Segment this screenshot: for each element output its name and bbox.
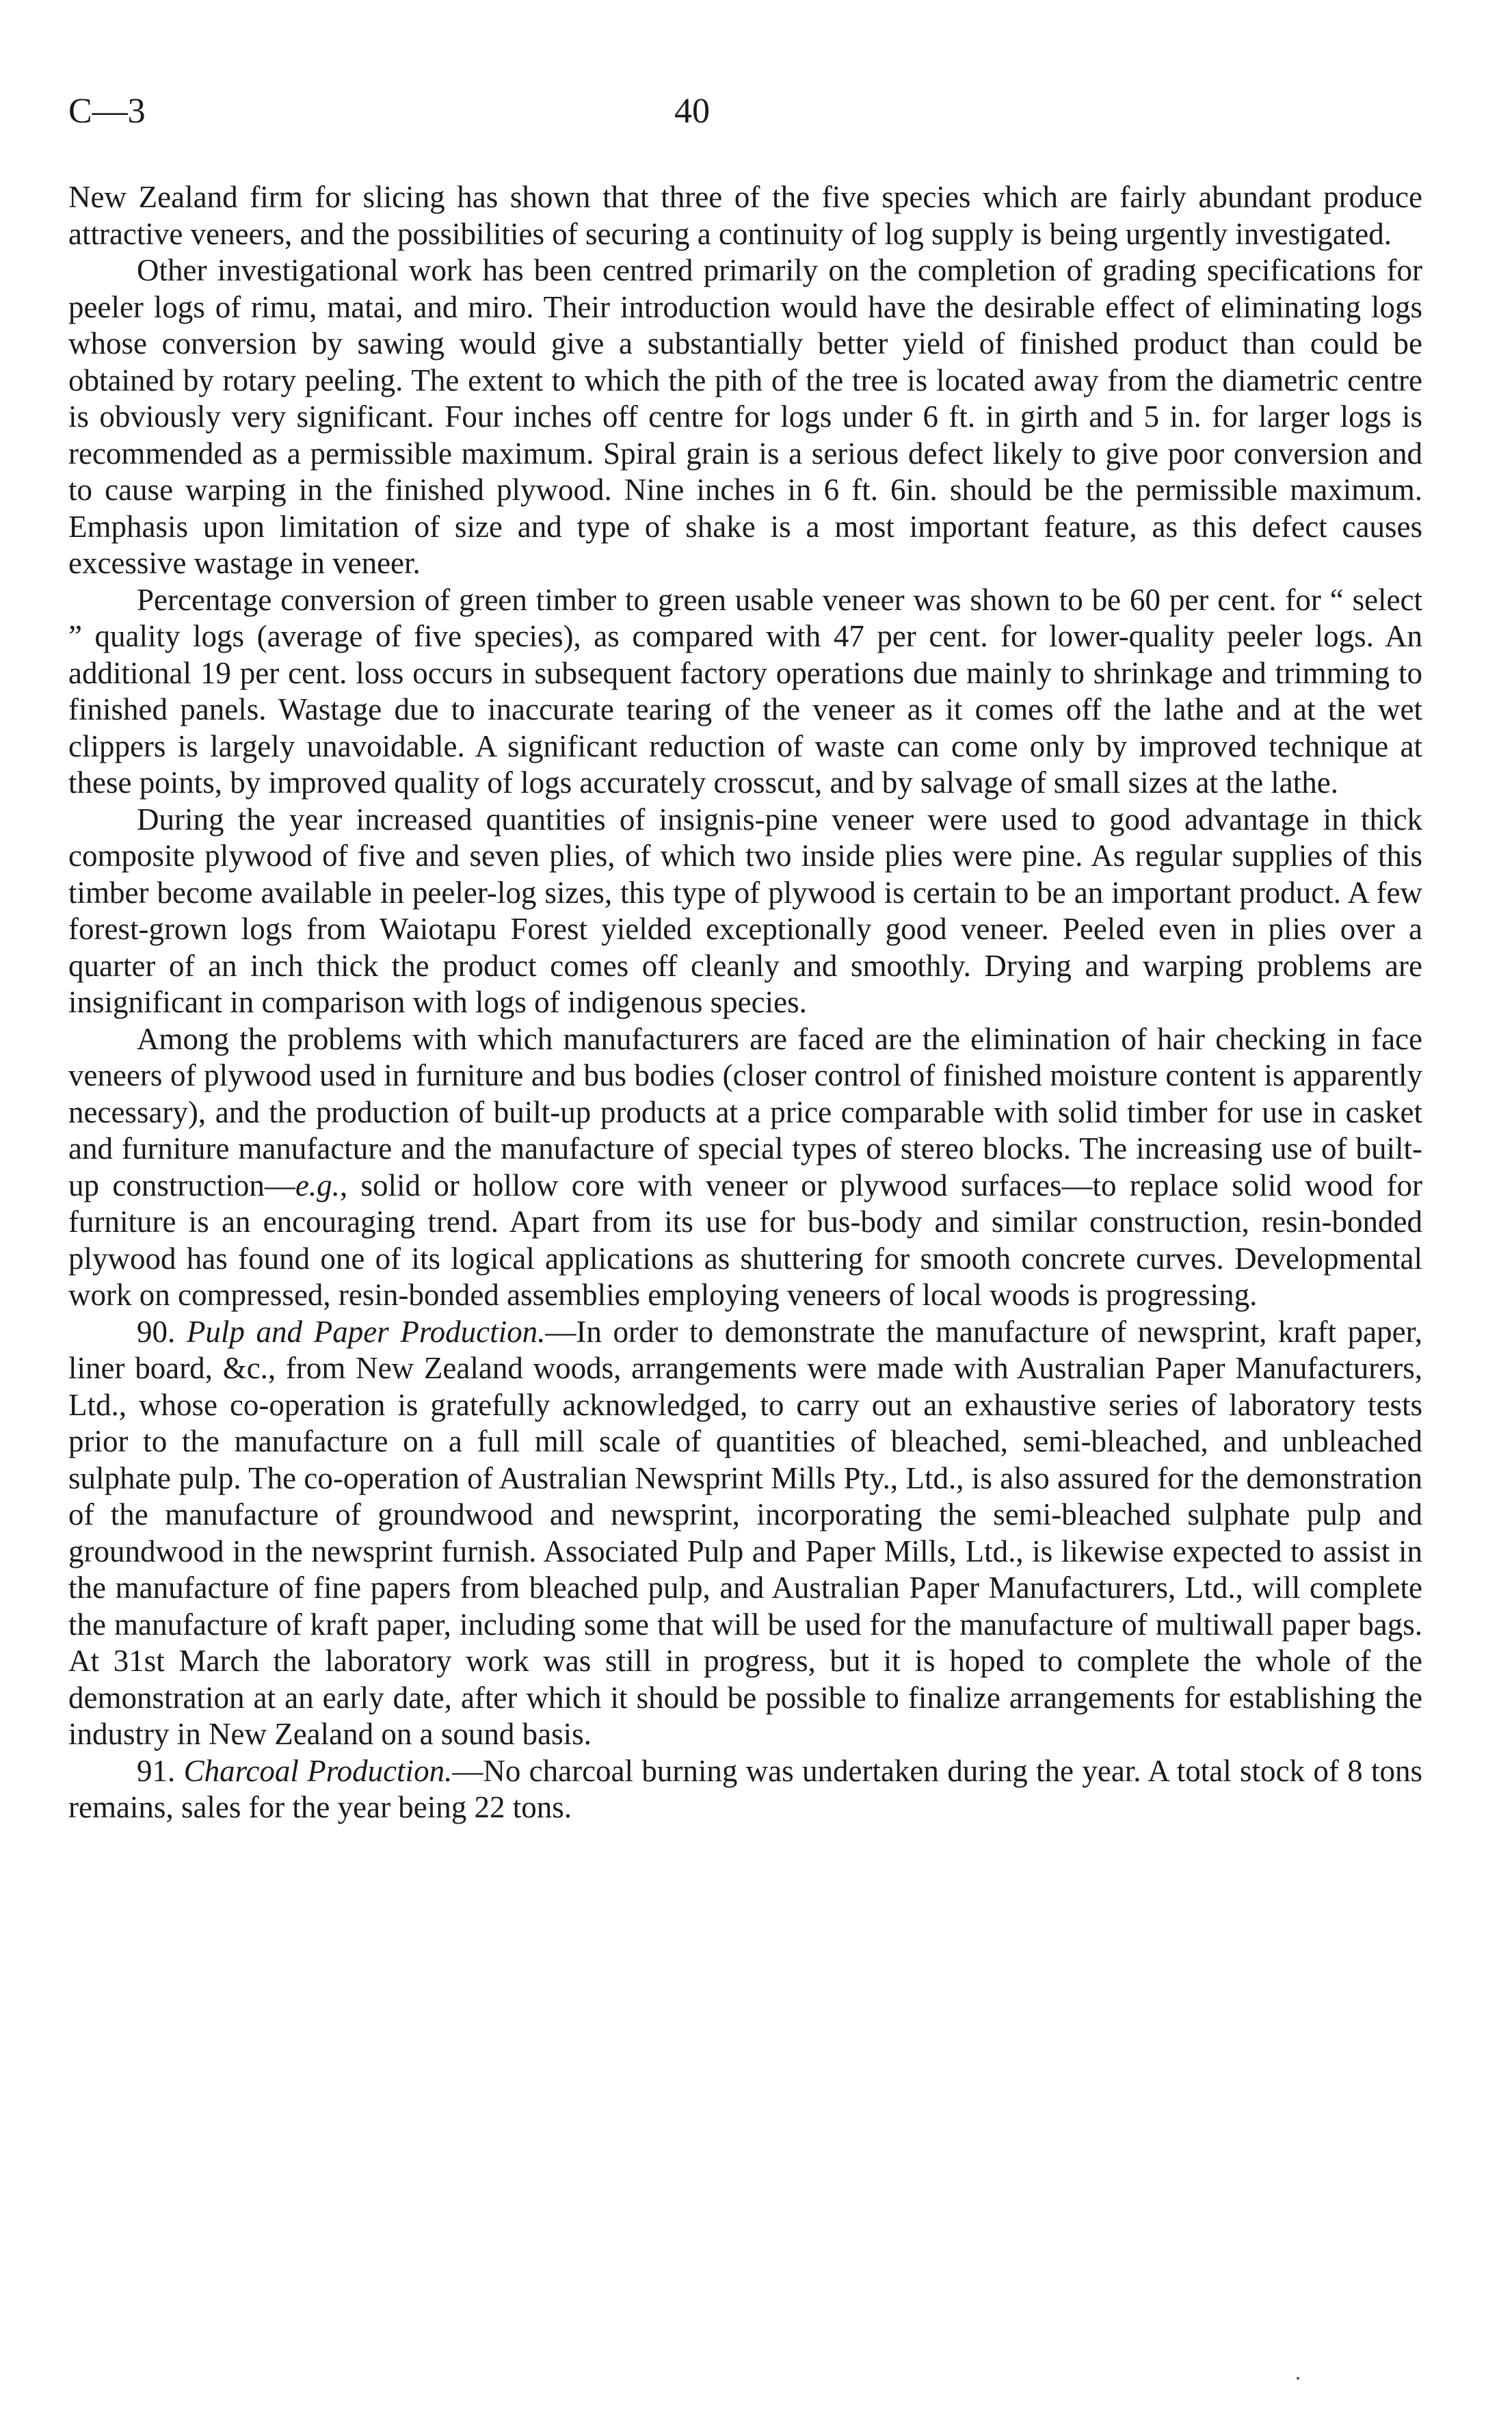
paragraph-percentage-conversion [68,582,1422,802]
page-number: 40 [674,92,710,131]
section-heading: Charcoal Production. [183,1753,453,1788]
paragraph-manufacturer-problems [68,1021,1422,1314]
section-91-charcoal [68,1753,1422,1826]
paragraph-text: Other investigational work has been centred primarily on the completion of grading specifications for peeler logs of rimu, matai, and miro. Their introduction would have the desirable effect of eliminating logs whose conversion by sawing would give a substantially better yield of finished product than could be obtained by rotary peeling. The extent to which the pith of the tree is located away from the diametric centre is obviously very significant. Four inches off centre for logs under 6 ft. in girth and 5 in. for larger logs is recommended as a permissible maximum. Spiral grain is a serious defect likely to give poor conversion and to cause warping in the finished plywood. Nine inches in 6 ft. 6in. should be the permissible maximum. Emphasis upon limitation of size and type of shake is a most important feature, as this defect causes excessive wastage in veneer. [68,253,1422,580]
page-header [68,88,1436,135]
section-90-pulp-and-paper [68,1314,1422,1753]
body-text [68,179,1422,1826]
paragraph-text: During the year increased quantities of insignis-pine veneer were used to good advantage in thick composite plywood of five and seven plies, of which two inside plies were pine. As regular supplies of this timber become available in peeler-log sizes, this type of plywood is certain to be an important product. A few forest-grown logs from Waiotapu Forest yielded exceptionally good veneer. Peeled even in plies over a quarter of an inch thick the product comes off cleanly and smoothly. Drying and warping problems are insignificant in comparison with logs of indigenous species. [68,802,1422,1019]
stray-mark [1297,2377,1299,2380]
paragraph-text: New Zealand firm for slicing has shown that three of the five species which are fairly abundant produce attractive veneers, and the possibilities of securing a continuity of log supply is being urgently investigated. [68,180,1422,251]
report-reference: C—3 [68,92,146,131]
paragraph-insignis-pine [68,802,1422,1021]
paragraph-continuation [68,179,1422,252]
section-heading: Pulp and Paper Production. [186,1314,546,1349]
paragraph-text: Percentage conversion of green timber to green usable veneer was shown to be 60 per cent. for “ select ” quality logs (average of five species), as compared with 47 per cent. for lower-quality peeler logs. An additional 19 per cent. loss occurs in subsequent factory operations due mainly to shrinkage and trimming to finished panels. Wastage due to inaccurate tearing of the veneer as it comes off the lathe and at the wet clippers is largely unavoidable. A significant reduction of waste can come only by improved technique at these points, by improved quality of logs accurately crosscut, and by salvage of small sizes at the lathe. [68,582,1422,800]
paragraph-italic-eg: e.g. [295,1168,340,1203]
paragraph-grading-specifications [68,252,1422,582]
section-number: 90. [137,1314,176,1349]
paragraph-text-after: , solid or hollow core with veneer or plywood surfaces—to replace solid wood for furniture is an encouraging trend. Apart from its use for bus-body and similar construction, resin-bonded plywood has found one of its logical applications as shuttering for smooth concrete curves. Developmental work on compressed, resin-bonded assemblies employing veneers of local woods is progressing. [68,1168,1422,1312]
section-number: 91. [137,1753,176,1788]
section-text: —In order to demonstrate the manufacture of newsprint, kraft paper, liner board, &c., from New Zealand woods, arrangements were made with Australian Paper Manufacturers, Ltd., whose co-operation is gratefully acknowledged, to carry out an exhaustive series of laboratory tests prior to the manufacture on a full mill scale of quantities of bleached, semi-bleached, and unbleached sulphate pulp. The co-operation of Australian Newsprint Mills Pty., Ltd., is also assured for the demonstration of the manufacture of groundwood and newsprint, incorporating the semi-bleached sulphate pulp and groundwood in the newsprint furnish. Associated Pulp and Paper Mills, Ltd., is likewise expected to assist in the manufacture of fine papers from bleached pulp, and Australian Paper Manufacturers, Ltd., will complete the manufacture of kraft paper, including some that will be used for the manufacture of multiwall paper bags. At 31st March the laboratory work was still in progress, but it is hoped to complete the whole of the demonstration at an early date, after which it should be possible to finalize arrangements for establishing the industry in New Zealand on a sound basis. [68,1314,1422,1751]
section-text: —No charcoal burning was undertaken during the year. A total stock of 8 tons remains, sales for the year being 22 tons. [68,1753,1423,1824]
paragraph-text-before: Among the problems with which manufacturers are faced are the elimination of hair checking in face veneers of plywood used in furniture and bus bodies (closer control of finished moisture content is apparently necessary), and the production of built-up products at a price comparable with solid timber for use in casket and furniture manufacture and the manufacture of special types of stereo blocks. The increasing use of built-up construction— [68,1021,1422,1203]
